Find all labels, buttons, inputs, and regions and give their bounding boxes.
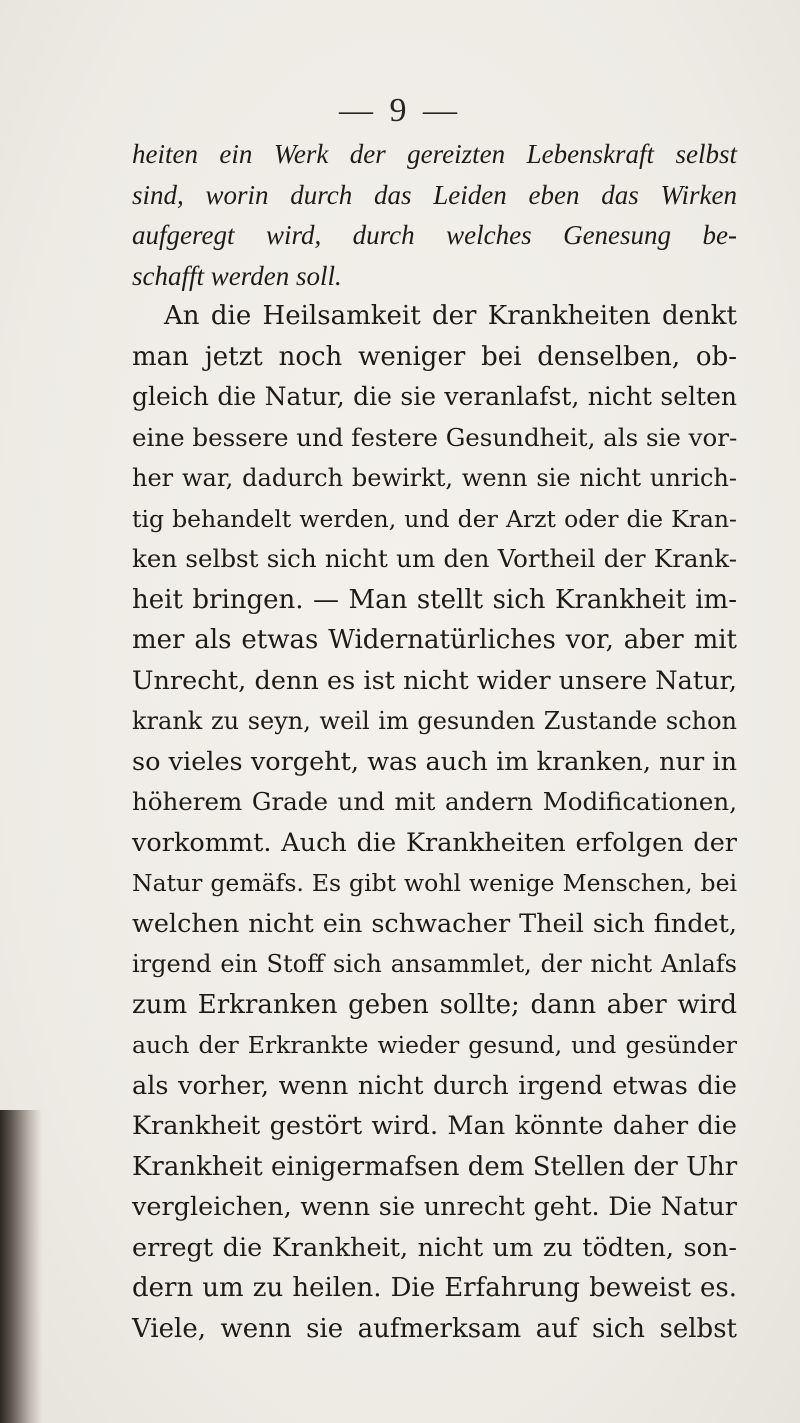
page-number: — 9 — — [339, 92, 461, 129]
text-line: heit bringen. — Man stellt sich Krankheit im- — [132, 584, 737, 615]
text-line: welchen nicht ein schwacher Theil sich findet, — [132, 908, 737, 939]
text-line: Natur gemäfs. Es gibt wohl wenige Menschen, bei — [132, 869, 737, 897]
text-line: Viele, wenn sie aufmerksam auf sich selbst — [132, 1313, 737, 1344]
paragraph-first-line: An die Heilsamkeit der Krankheiten denkt — [164, 301, 737, 331]
text-line: mer als etwas Widernatürliches vor, aber mit — [132, 625, 737, 655]
text-line: sind, worin durch das Leiden eben das Wirken — [132, 179, 737, 210]
text-line: auch der Erkrankte wieder gesund, und gesünder — [132, 1031, 737, 1059]
text-line: man jetzt noch weniger bei denselben, ob- — [132, 341, 737, 372]
text-line: irgend ein Stoff sich ansammlet, der nicht Anlafs — [132, 950, 737, 978]
text-line: vorkommt. Auch die Krankheiten erfolgen der — [132, 827, 737, 858]
text-line: heiten ein Werk der gereizten Lebenskraft selbst — [132, 139, 737, 169]
text-line: gleich die Natur, die sie veranlafst, nicht selten — [132, 382, 737, 411]
text-line: ken selbst sich nicht um den Vortheil der Krank- — [132, 544, 737, 573]
text-line: vergleichen, wenn sie unrecht geht. Die Natur — [132, 1192, 737, 1222]
text-line: dern um zu heilen. Die Erfahrung beweist es. — [132, 1273, 737, 1303]
text-line: tig behandelt werden, und der Arzt oder die Kran- — [132, 504, 737, 533]
body-text — [132, 134, 737, 1349]
text-line: zum Erkranken geben sollte; dann aber wird — [132, 989, 737, 1020]
text-line: Unrecht, denn es ist nicht wider unsere Natur, — [132, 665, 737, 696]
text-line: eine bessere und festere Gesundheit, als sie vor- — [132, 422, 738, 452]
text-line: Krankheit gestört wird. Man könnte daher die — [132, 1111, 737, 1141]
page-binding-shadow — [0, 1110, 42, 1423]
text-line: aufgeregt wird, durch welches Genesung be- — [132, 220, 737, 250]
text-line: höherem Grade und mit andern Modificationen, — [132, 787, 737, 816]
text-line: so vieles vorgeht, was auch im kranken, nur in — [132, 746, 737, 777]
text-line: als vorher, wenn nicht durch irgend etwas die — [132, 1070, 737, 1101]
text-line: schafft werden soll. — [132, 260, 342, 291]
text-line: krank zu seyn, weil im gesunden Zustande schon — [132, 707, 737, 735]
text-line: erregt die Krankheit, nicht um zu tödten, son- — [132, 1232, 737, 1263]
text-line: Krankheit einigermafsen dem Stellen der Uhr — [132, 1151, 738, 1182]
text-line: her war, dadurch bewirkt, wenn sie nicht unrich- — [132, 464, 737, 492]
